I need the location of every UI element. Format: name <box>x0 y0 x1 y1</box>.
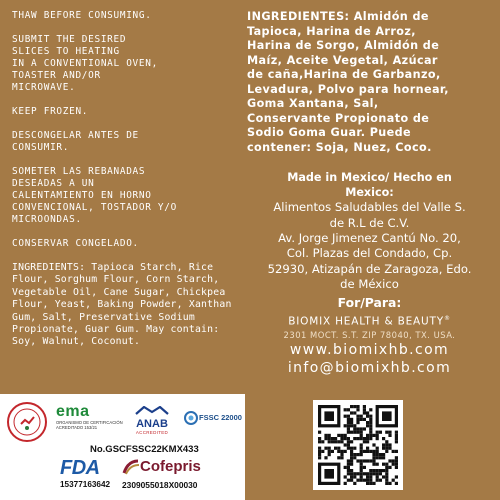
brand-name <box>247 315 492 328</box>
anab-wings-icon <box>135 406 169 415</box>
registered-mark: ® <box>443 314 451 322</box>
details-column <box>247 10 492 376</box>
anab-logo <box>124 400 180 435</box>
anab-logo-text: ANAB <box>136 418 168 430</box>
certifications-panel <box>0 394 245 500</box>
email-link[interactable]: info@biomixhb.com <box>287 360 452 377</box>
company-name: Alimentos Saludables del Valle S. de R.L de C.V. <box>273 200 466 230</box>
brand-text: BIOMIX HEALTH & BEAUTY <box>288 315 444 328</box>
ema-logo-text: ema <box>56 403 90 420</box>
thaw-instruction-es: DESCONGELAR ANTES DE CONSUMIR. <box>12 130 139 153</box>
for-label: For/Para: <box>337 294 402 310</box>
qr-code-icon <box>313 400 403 490</box>
instructions-column <box>12 10 244 361</box>
fssc-logo-text: FSSC 22000 <box>199 413 242 422</box>
ema-logo <box>56 404 126 430</box>
cofepris-logo-text: Cofepris <box>140 458 201 475</box>
keep-frozen-instruction: KEEP FROZEN. <box>12 106 89 117</box>
ingredients-spanish: INGREDIENTES: Almidón de Tapioca, Harina de Arroz, Harina de Sorgo, Almidón de Maíz, Aceite Vegetal, Azúcar de caña,Harina de Garbanzo, Levadura, Polvo para hornear, Goma Xantana, Sal, Conservante Propionato de Sodio Goma Guar. Puede contener: Soja, Nuez, Coco. <box>247 10 449 154</box>
qr-code[interactable] <box>313 400 403 490</box>
fda-number: 15377163642 <box>60 480 111 489</box>
ema-caption: ORGANISMO DE CERTIFICACIÓN ACREDITADO 153/21 <box>56 420 123 430</box>
keep-frozen-instruction-es: CONSERVAR CONGELADO. <box>12 238 139 249</box>
fssc-circle-icon <box>184 411 198 425</box>
fssc-logo <box>184 408 244 430</box>
fda-logo-text: FDA <box>60 457 100 479</box>
cofepris-number: 2309055018X00030 <box>122 480 198 490</box>
heating-instructions: SUBMIT THE DESIRED SLICES TO HEATING IN A CONVENTIONAL OVEN, TOASTER AND/OR MICROWAVE. <box>12 34 158 93</box>
website-link[interactable]: www.biomixhb.com <box>289 342 450 359</box>
fda-logo <box>60 458 120 489</box>
certificate-number: No.GSCFSSC22KMX433 <box>90 444 199 455</box>
made-in-label: Made in Mexico/ Hecho en Mexico: <box>287 171 452 199</box>
heating-instructions-es: SOMETER LAS REBANADAS DESEADAS A UN CALENTAMIENTO EN HORNO CONVENCIONAL, TOSTADOR Y/O MICROONDAS. <box>12 166 177 225</box>
anab-caption: ACCREDITED <box>135 430 169 435</box>
thaw-instruction: THAW BEFORE CONSUMING. <box>12 10 152 21</box>
ingredients-english: INGREDIENTS: Tapioca Starch, Rice Flour, Sorghum Flour, Corn Starch, Vegetable Oil, Cane Sugar, Chickpea Flour, Yeast, Baking Powder, Xanthan Gum, Salt, Preservative Sodium Propionate, Guar Gum. May contain: Soy, Walnut, Coconut. <box>12 262 232 348</box>
street-address: 2301 MOCT. S.T. ZIP 78040, TX. USA. <box>283 330 456 341</box>
company-address: Av. Jorge Jimenez Cantú No. 20, Col. Plazas del Condado, Cp. 52930, Atizapán de Zaragoza, Edo. de México <box>267 231 472 292</box>
cofepris-flag-icon <box>122 459 140 475</box>
certification-seal-icon <box>7 402 47 442</box>
